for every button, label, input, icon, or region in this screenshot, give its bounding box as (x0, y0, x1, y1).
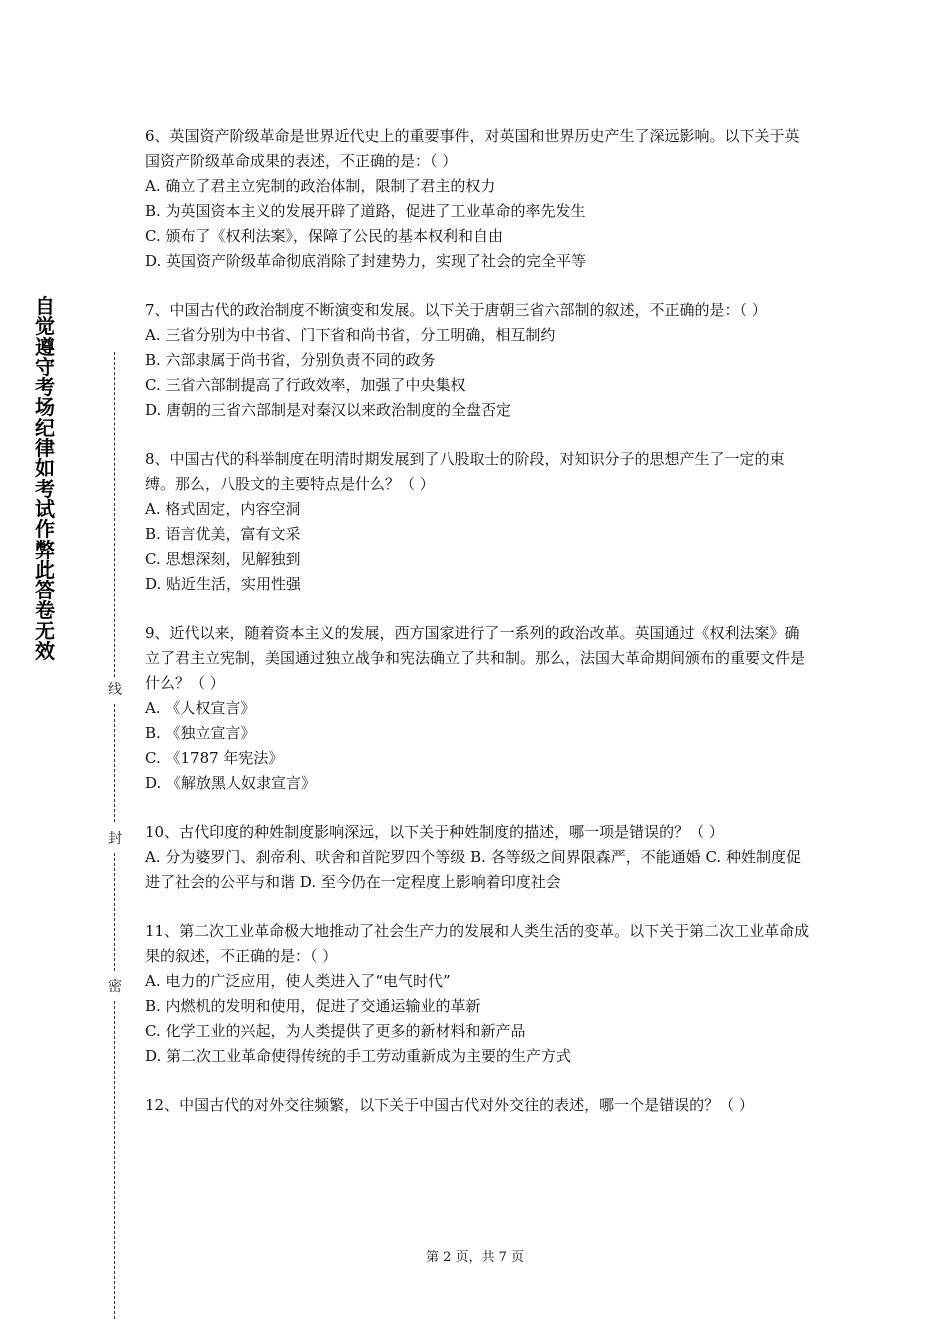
question-list (145, 124, 813, 1142)
option-b: B. 《独立宣言》 (145, 724, 256, 742)
option-b: B. 六部隶属于尚书省，分别负责不同的政务 (145, 351, 436, 369)
option-d: D. 贴近生活，实用性强 (145, 575, 302, 593)
question-9 (145, 621, 813, 796)
question-stem: 8、中国古代的科举制度在明清时期发展到了八股取士的阶段，对知识分子的思想产生了一定的束缚。那么，八股文的主要特点是什么？（ ） (145, 450, 785, 493)
binding-mark-feng: 封 (108, 831, 122, 847)
option-d: D. 第二次工业革命使得传统的手工劳动重新成为主要的生产方式 (145, 1047, 572, 1065)
option-c: C. 思想深刻，见解独到 (145, 550, 301, 568)
question-stem: 12、中国古代的对外交往频繁，以下关于中国古代对外交往的表述，哪一个是错误的？（ ） (145, 1096, 754, 1114)
binding-line-segment (114, 1001, 115, 1319)
question-6 (145, 124, 813, 274)
question-7 (145, 298, 813, 423)
option-d: D. 《解放黑人奴隶宣言》 (145, 774, 317, 792)
option-a: A. 电力的广泛应用，使人类进入了“电气时代” (145, 972, 451, 990)
question-stem: 6、英国资产阶级革命是世界近代史上的重要事件，对英国和世界历史产生了深远影响。以下关于英国资产阶级革命成果的表述，不正确的是：（ ） (145, 127, 800, 170)
binding-line-segment (114, 704, 115, 822)
option-a: A. 确立了君主立宪制的政治体制，限制了君主的权力 (145, 177, 496, 195)
option-d: D. 唐朝的三省六部制是对秦汉以来政治制度的全盘否定 (145, 401, 512, 419)
binding-line-segment (114, 352, 115, 677)
question-stem: 7、中国古代的政治制度不断演变和发展。以下关于唐朝三省六部制的叙述，不正确的是：（ ） (145, 301, 767, 319)
option-b: B. 语言优美，富有文采 (145, 525, 301, 543)
question-stem: 11、第二次工业革命极大地推动了社会生产力的发展和人类生活的变革。以下关于第二次工业革命成果的叙述，不正确的是：（ ） (145, 922, 810, 965)
question-stem: 9、近代以来，随着资本主义的发展，西方国家进行了一系列的政治改革。英国通过《权利法案》确立了君主立宪制，美国通过独立战争和宪法确立了共和制。那么，法国大革命期间颁布的重要文件是什么？（ ） (145, 624, 806, 692)
option-a: A. 格式固定，内容空洞 (145, 500, 301, 518)
option-d: D. 英国资产阶级革命彻底消除了封建势力，实现了社会的完全平等 (145, 252, 587, 270)
binding-line-segment (114, 853, 115, 971)
option-a: A. 《人权宣言》 (145, 699, 256, 717)
option-a: A. 三省分别为中书省、门下省和尚书省，分工明确，相互制约 (145, 326, 556, 344)
binding-mark-xian: 线 (108, 682, 122, 698)
options-inline: A. 分为婆罗门、刹帝利、吠舍和首陀罗四个等级 B. 各等级之间界限森严，不能通婚 C. 种姓制度促进了社会的公平与和谐 D. 至今仍在一定程度上影响着印度社会 (145, 848, 801, 891)
option-c: C. 化学工业的兴起，为人类提供了更多的新材料和新产品 (145, 1022, 526, 1040)
question-8 (145, 447, 813, 597)
page-number-footer: 第 2 页，共 7 页 (425, 1250, 525, 1265)
option-c: C. 《1787 年宪法》 (145, 749, 284, 767)
question-12 (145, 1093, 813, 1118)
option-c: C. 颁布了《权利法案》，保障了公民的基本权利和自由 (145, 227, 503, 245)
option-c: C. 三省六部制提高了行政效率，加强了中央集权 (145, 376, 466, 394)
question-stem: 10、古代印度的种姓制度影响深远，以下关于种姓制度的描述，哪一项是错误的？（ ） (145, 823, 724, 841)
question-10 (145, 820, 813, 895)
option-b: B. 为英国资本主义的发展开辟了道路，促进了工业革命的率先发生 (145, 202, 586, 220)
binding-mark-mi: 密 (108, 979, 122, 995)
option-b: B. 内燃机的发明和使用，促进了交通运输业的革新 (145, 997, 481, 1015)
exam-discipline-notice: 自觉遵守考场纪律如考试作弊此答卷无效 (35, 294, 55, 664)
question-11 (145, 919, 813, 1069)
